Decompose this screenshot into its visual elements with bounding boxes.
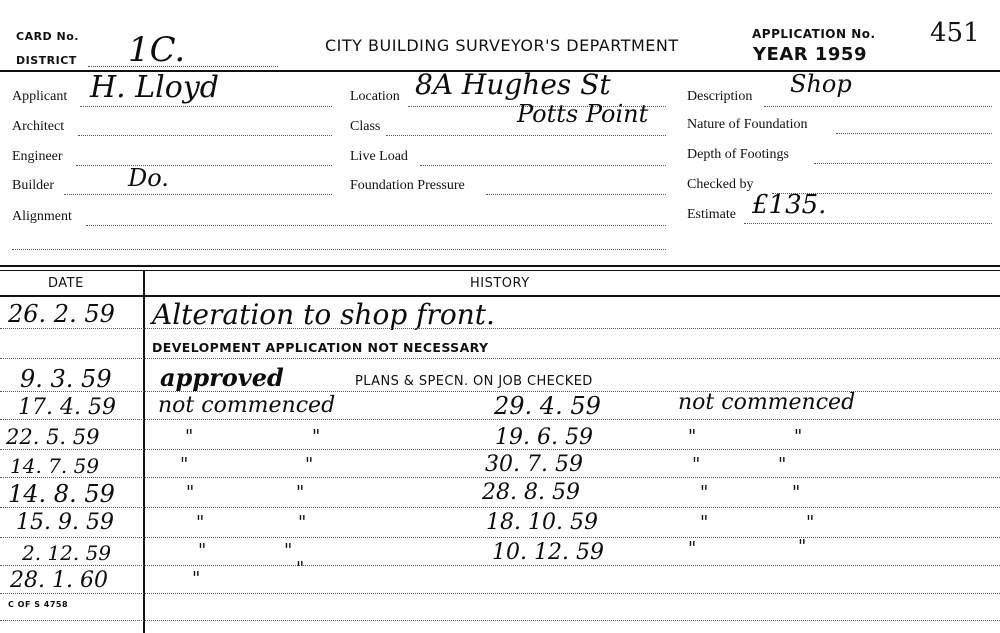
ditto-mark: " bbox=[296, 558, 305, 579]
ditto-mark: " bbox=[298, 512, 307, 533]
history-row-text-2: not commenced bbox=[678, 390, 856, 415]
ditto-mark: " bbox=[305, 454, 314, 475]
date-column-divider bbox=[143, 271, 145, 633]
estimate-line bbox=[744, 223, 992, 224]
history-row-date-2: 30. 7. 59 bbox=[485, 452, 583, 477]
ditto-mark: " bbox=[700, 482, 709, 503]
class-label: Class bbox=[350, 119, 381, 134]
history-row-date: 2. 12. 59 bbox=[22, 541, 112, 565]
builder-line bbox=[64, 194, 332, 195]
district-label: DISTRICT bbox=[16, 54, 77, 67]
application-no-value: 451 bbox=[930, 18, 980, 48]
applicant-line bbox=[80, 106, 332, 107]
location-label: Location bbox=[350, 89, 400, 104]
location-value-2: Potts Point bbox=[517, 100, 649, 128]
section-rule-top bbox=[0, 265, 1000, 267]
history-row-date: 26. 2. 59 bbox=[8, 300, 115, 328]
alignment-line-2 bbox=[12, 249, 666, 250]
ditto-mark: " bbox=[806, 512, 815, 533]
foundation-pressure-label: Foundation Pressure bbox=[350, 178, 465, 193]
history-row-stamp: PLANS & SPECN. ON JOB CHECKED bbox=[355, 374, 593, 389]
ditto-mark: " bbox=[284, 540, 293, 561]
alignment-label: Alignment bbox=[12, 209, 72, 224]
department-title: CITY BUILDING SURVEYOR'S DEPARTMENT bbox=[325, 36, 679, 55]
engineer-line bbox=[76, 165, 332, 166]
ditto-mark: " bbox=[798, 536, 807, 557]
row-line bbox=[0, 507, 1000, 508]
history-row-text: approved bbox=[160, 363, 284, 392]
alignment-line bbox=[86, 225, 666, 226]
history-row-date: 22. 5. 59 bbox=[6, 425, 100, 449]
application-no-label: APPLICATION No. bbox=[752, 27, 876, 41]
ditto-mark: " bbox=[700, 512, 709, 533]
history-row-date: 14. 8. 59 bbox=[8, 480, 115, 508]
ditto-mark: " bbox=[192, 568, 201, 589]
engineer-label: Engineer bbox=[12, 149, 63, 164]
description-line bbox=[764, 106, 992, 107]
history-row-text: Alteration to shop front. bbox=[152, 298, 495, 331]
date-header: DATE bbox=[48, 276, 84, 291]
ditto-mark: " bbox=[296, 482, 305, 503]
ditto-mark: " bbox=[688, 538, 697, 559]
live-load-line bbox=[420, 165, 666, 166]
history-row-date: 9. 3. 59 bbox=[20, 365, 112, 393]
live-load-label: Live Load bbox=[350, 149, 408, 164]
architect-label: Architect bbox=[12, 119, 65, 134]
row-line bbox=[0, 620, 1000, 621]
checked-by-label: Checked by bbox=[687, 177, 754, 192]
history-row-date-2: 10. 12. 59 bbox=[492, 540, 604, 565]
estimate-value: £135. bbox=[752, 190, 827, 220]
district-value: 1C. bbox=[128, 30, 186, 70]
row-line bbox=[0, 358, 1000, 359]
history-row-date-2: 29. 4. 59 bbox=[494, 392, 601, 420]
row-line bbox=[0, 537, 1000, 538]
builder-label: Builder bbox=[12, 178, 54, 193]
ditto-mark: " bbox=[312, 426, 321, 447]
row-line bbox=[0, 328, 1000, 329]
form-code: C OF S 4758 bbox=[8, 600, 69, 609]
depth-footings-label: Depth of Footings bbox=[687, 147, 789, 162]
depth-footings-line bbox=[814, 163, 992, 164]
estimate-label: Estimate bbox=[687, 207, 736, 222]
row-line bbox=[0, 477, 1000, 478]
ditto-mark: " bbox=[692, 454, 701, 475]
row-line bbox=[0, 593, 1000, 594]
description-label: Description bbox=[687, 89, 753, 104]
card-no-label: CARD No. bbox=[16, 30, 79, 43]
nature-foundation-label: Nature of Foundation bbox=[687, 117, 808, 132]
history-row-date-2: 18. 10. 59 bbox=[486, 510, 598, 535]
applicant-value: H. Lloyd bbox=[90, 70, 219, 105]
history-row-text: not commenced bbox=[158, 393, 336, 418]
nature-foundation-line bbox=[836, 133, 992, 134]
description-value: Shop bbox=[790, 70, 852, 98]
row-line bbox=[0, 419, 1000, 420]
history-row-date-2: 19. 6. 59 bbox=[495, 425, 593, 450]
ditto-mark: " bbox=[180, 454, 189, 475]
foundation-pressure-line bbox=[486, 194, 666, 195]
history-header-rule bbox=[0, 295, 1000, 297]
history-header: HISTORY bbox=[470, 276, 530, 291]
builder-value: Do. bbox=[128, 164, 169, 192]
architect-line bbox=[78, 135, 332, 136]
ditto-mark: " bbox=[196, 512, 205, 533]
ditto-mark: " bbox=[792, 482, 801, 503]
section-rule-top-2 bbox=[0, 270, 1000, 271]
row-line bbox=[0, 449, 1000, 450]
class-line bbox=[386, 135, 666, 136]
location-value: 8A Hughes St bbox=[415, 68, 611, 101]
ditto-mark: " bbox=[186, 482, 195, 503]
ditto-mark: " bbox=[185, 426, 194, 447]
history-row-date: 14. 7. 59 bbox=[10, 454, 100, 478]
history-row-date: 15. 9. 59 bbox=[16, 510, 114, 535]
history-row-stamp: DEVELOPMENT APPLICATION NOT NECESSARY bbox=[152, 340, 489, 355]
history-row-date: 28. 1. 60 bbox=[10, 568, 108, 593]
applicant-label: Applicant bbox=[12, 89, 68, 104]
ditto-mark: " bbox=[688, 426, 697, 447]
year-label: YEAR 1959 bbox=[753, 44, 867, 65]
history-row-date-2: 28. 8. 59 bbox=[482, 480, 580, 505]
ditto-mark: " bbox=[198, 540, 207, 561]
ditto-mark: " bbox=[794, 426, 803, 447]
ditto-mark: " bbox=[778, 454, 787, 475]
row-line bbox=[0, 565, 1000, 566]
history-row-date: 17. 4. 59 bbox=[18, 395, 116, 420]
